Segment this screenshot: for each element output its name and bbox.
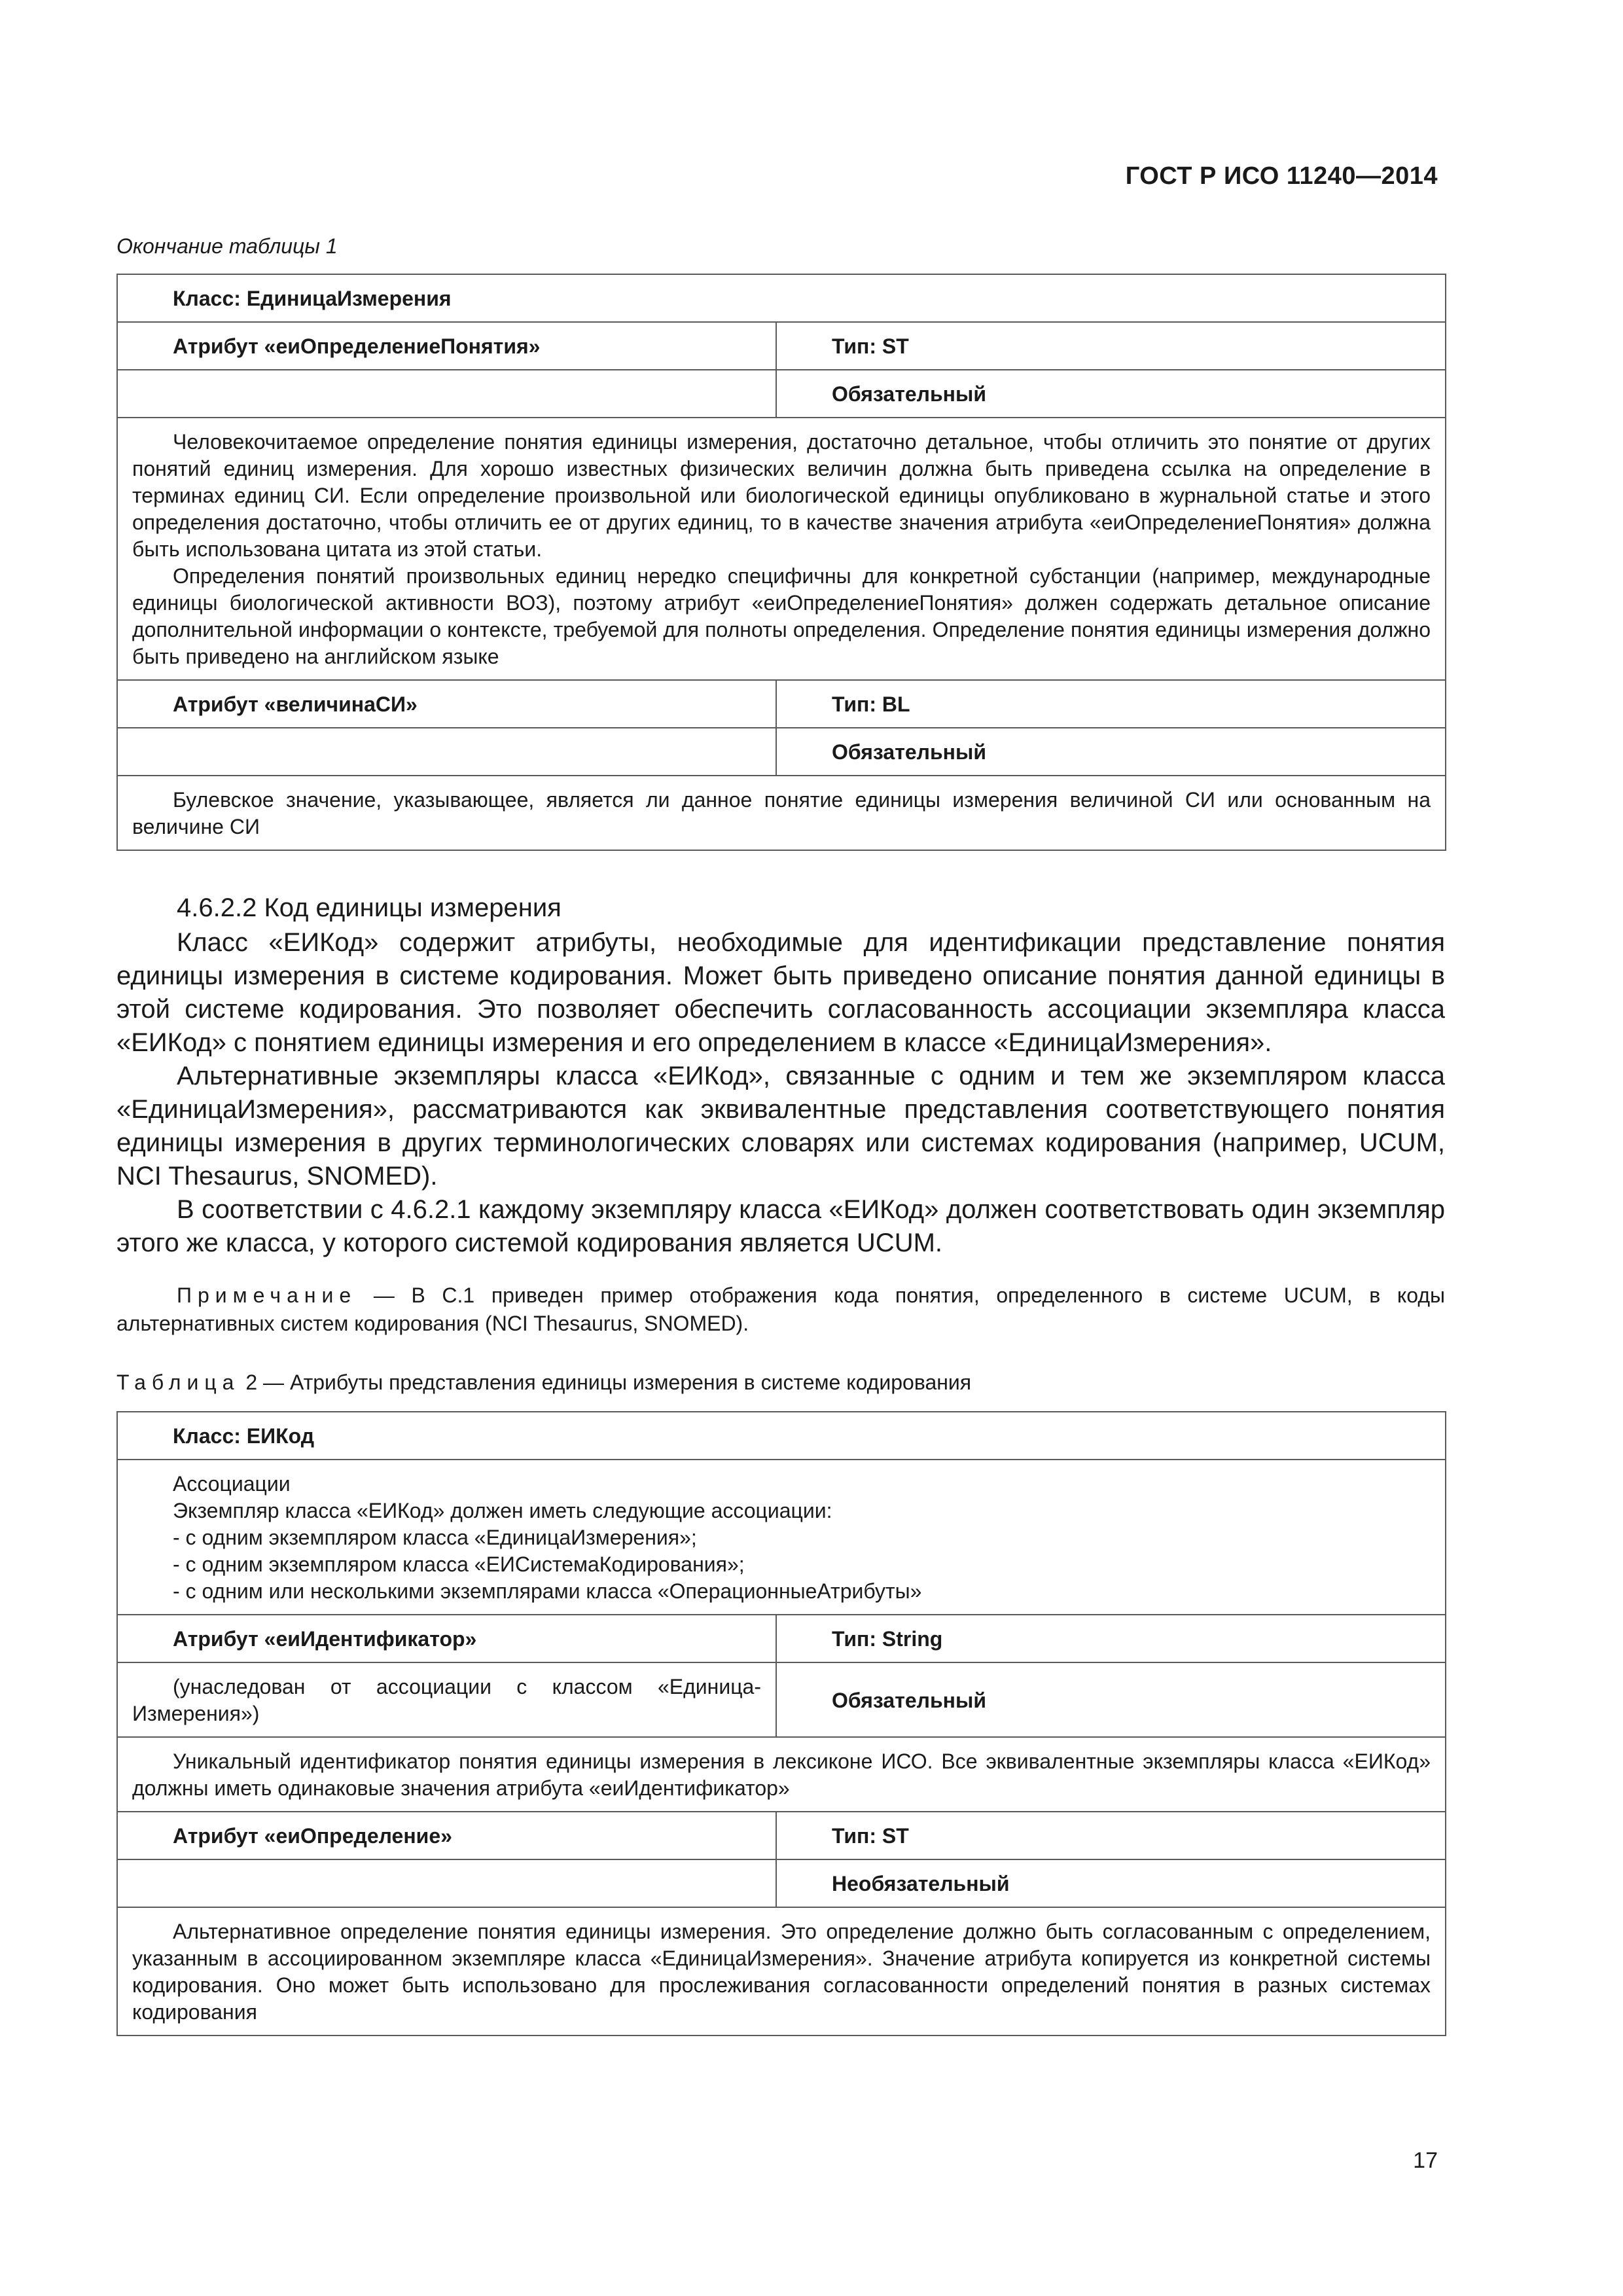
table-row <box>117 322 1446 370</box>
table1-class-row <box>117 274 1446 322</box>
attribute-description <box>117 1907 1446 2036</box>
table1-caption: Окончание таблицы 1 <box>116 234 338 258</box>
table-row <box>117 776 1446 850</box>
standard-header: ГОСТ Р ИСО 11240—2014 <box>1125 162 1438 190</box>
attribute-required: Необязательный <box>776 1859 1446 1907</box>
association-item: - с одним экземпляром класса «ЕИСистемаКодирования»; <box>173 1552 745 1576</box>
description-paragraph: Альтернативное определение понятия единицы измерения. Это определение должно быть согласованным с определением, указанным в ассоциированном экземпляре класса «ЕдиницаИзмерения». Значение атрибута копируется из конкретной системы кодирования. Оно может быть использовано для прослеживания согласованности определений понятия в разных системах кодирования <box>132 1920 1431 2024</box>
associations-intro: Экземпляр класса «ЕИКод» должен иметь следующие ассоциации: <box>173 1499 832 1522</box>
associations-title: Ассоциации <box>173 1472 291 1496</box>
table2-caption-label: Таблица <box>116 1371 240 1394</box>
table-row <box>117 1812 1446 1859</box>
empty-cell <box>117 1859 776 1907</box>
attribute-name: Атрибут «еиИдентификатор» <box>117 1615 776 1662</box>
section-body <box>116 891 1445 1260</box>
attribute-description <box>117 776 1446 850</box>
table2-class-row <box>117 1412 1446 1460</box>
section-heading: 4.6.2.2 Код единицы измерения <box>177 893 562 922</box>
table1 <box>116 274 1446 851</box>
table-row <box>117 680 1446 728</box>
body-paragraph: В соответствии с 4.6.2.1 каждому экземпляру класса «ЕИКод» должен соответствовать один экземпляр этого же класса, у которого системой кодирования является UCUM. <box>116 1195 1445 1257</box>
table-row <box>117 1859 1446 1907</box>
attribute-name: Атрибут «еиОпределениеПонятия» <box>117 322 776 370</box>
note-label: Примечание <box>177 1283 357 1307</box>
table-row <box>117 728 1446 776</box>
description-paragraph: Уникальный идентификатор понятия единицы измерения в лексиконе ИСО. Все эквивалентные экземпляры класса «ЕИКод» должны иметь одинаковые значения атрибута «еиИдентификатор» <box>132 1749 1431 1800</box>
association-item: - с одним экземпляром класса «ЕдиницаИзмерения»; <box>173 1526 697 1549</box>
table-row <box>117 370 1446 418</box>
attribute-name: Атрибут «величинаСИ» <box>117 680 776 728</box>
table2-caption-text: 2 — Атрибуты представления единицы измерения в системе кодирования <box>240 1371 972 1394</box>
attribute-description <box>117 1737 1446 1812</box>
note-text: — В С.1 приведен пример отображения кода понятия, определенного в системе UCUM, в коды альтернативных систем кодирования (NCI Thesaurus, SNOMED). <box>116 1283 1445 1335</box>
associations-cell <box>117 1460 1446 1615</box>
attribute-type: Тип: ST <box>776 1812 1446 1859</box>
attribute-type: Тип: BL <box>776 680 1446 728</box>
table-row <box>117 418 1446 680</box>
note <box>116 1282 1445 1338</box>
association-item: - с одним или несколькими экземплярами класса «ОперационныеАтрибуты» <box>173 1579 922 1603</box>
empty-cell <box>117 728 776 776</box>
attribute-inherited <box>117 1662 776 1737</box>
attribute-required: Обязательный <box>776 728 1446 776</box>
description-paragraph: Человекочитаемое определение понятия единицы измерения, достаточно детальное, чтобы отличить это понятие от других понятий единиц измерения. Для хорошо известных физических величин должна быть приведена ссылка на определение в терминах единиц СИ. Если определение произвольной или биологической единицы опубликовано в журнальной статье и этого определения достаточно, чтобы отличить ее от других единиц, то в качестве значения атрибута «еиОпределениеПонятия» должна быть использована цитата из этой статьи. <box>132 430 1431 561</box>
table2 <box>116 1411 1446 2036</box>
attribute-required: Обязательный <box>776 370 1446 418</box>
empty-cell <box>117 370 776 418</box>
table-row <box>117 1662 1446 1737</box>
class-label: Класс: ЕИКод <box>117 1412 1446 1460</box>
body-paragraph: Альтернативные экземпляры класса «ЕИКод», связанные с одним и тем же экземпляром класса «ЕдиницаИзмерения», рассматриваются как эквивалентные представления соответствующего понятия единицы измерения в других терминологических словарях или системах кодирования (например, UCUM, NCI Thesaurus, SNOMED). <box>116 1062 1445 1191</box>
attribute-type: Тип: ST <box>776 322 1446 370</box>
table-row <box>117 1737 1446 1812</box>
body-paragraph: Класс «ЕИКод» содержит атрибуты, необходимые для идентификации представление понятия единицы измерения в системе кодирования. Может быть приведено описание понятия данной единицы в этой системе кодирования. Это позволяет обеспечить согласованность ассоциации экземпляра класса «ЕИКод» с понятием единицы измерения и его определением в классе «ЕдиницаИзмерения». <box>116 928 1445 1057</box>
attribute-required: Обязательный <box>776 1662 1446 1737</box>
table-row <box>117 1907 1446 2036</box>
description-paragraph: Определения понятий произвольных единиц нередко специфичны для конкретной субстанции (например, международные единицы биологической активности ВОЗ), поэтому атрибут «еиОпределениеПонятия» должен содержать детальное описание дополнительной информации о контексте, требуемой для полноты определения. Определение понятия единицы измерения должно быть приведено на английском языке <box>132 564 1431 668</box>
class-label: Класс: ЕдиницаИзмерения <box>117 274 1446 322</box>
attribute-type: Тип: String <box>776 1615 1446 1662</box>
table2-caption <box>116 1371 971 1395</box>
table-row <box>117 1460 1446 1615</box>
inherited-note: (унаследован от ассоциации с классом «Единица-Измерения») <box>132 1675 761 1725</box>
table-row <box>117 1615 1446 1662</box>
description-paragraph: Булевское значение, указывающее, является ли данное понятие единицы измерения величиной СИ или основанным на величине СИ <box>132 788 1431 838</box>
attribute-name: Атрибут «еиОпределение» <box>117 1812 776 1859</box>
page-number: 17 <box>1413 2148 1438 2173</box>
attribute-description <box>117 418 1446 680</box>
